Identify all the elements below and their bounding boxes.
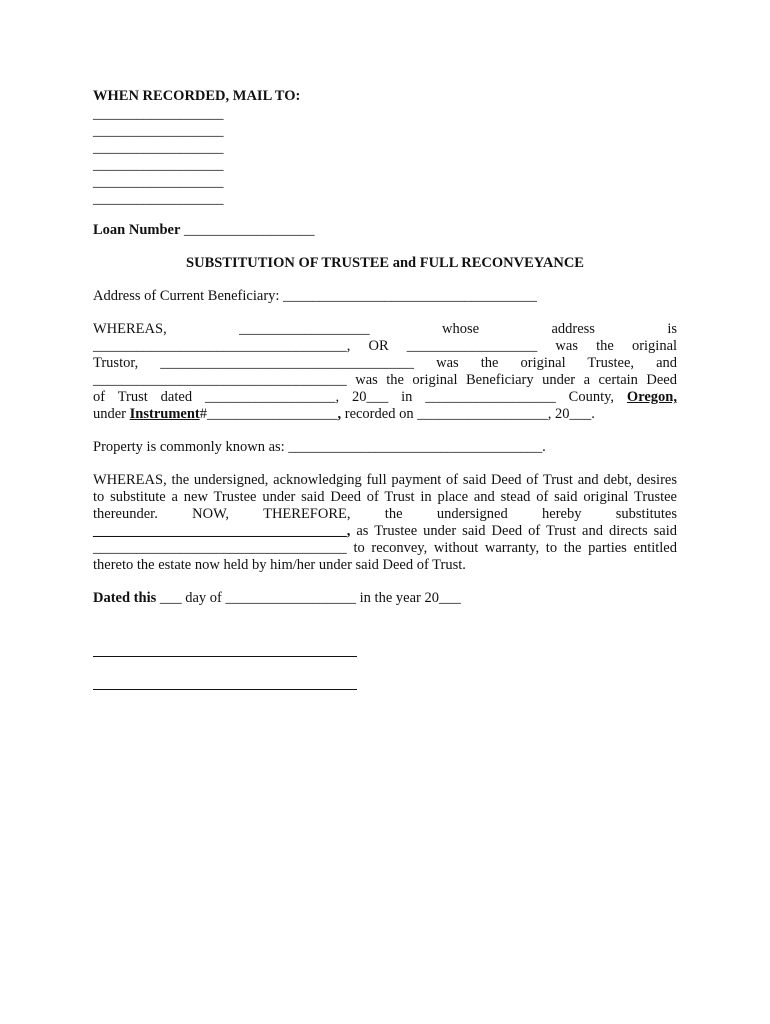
property-row	[93, 439, 677, 456]
state-name: Oregon,	[626, 389, 677, 405]
document-title: SUBSTITUTION OF TRUSTEE and FULL RECONVEYANCE	[186, 255, 584, 271]
whereas-paragraph-2	[93, 472, 677, 574]
whereas1-line-1	[93, 321, 677, 338]
text: Trustee,	[587, 355, 635, 371]
loan-number-field[interactable]: __________________	[184, 222, 315, 238]
text: is	[667, 321, 678, 337]
deed-date-county-text[interactable]: of Trust dated __________________, 20___ in __________________ County,	[93, 389, 615, 405]
whereas1-line-2	[93, 338, 677, 355]
whereas1-line-4[interactable]: ___________________________________ was the original Beneficiary under a certain Deed	[93, 372, 677, 388]
text: whose	[442, 321, 480, 337]
text: address	[551, 321, 595, 337]
whereas-word: WHEREAS,	[93, 321, 167, 337]
whereas-paragraph-1	[93, 321, 677, 423]
address-field[interactable]: ___________________________________,	[93, 338, 351, 354]
address-line[interactable]: __________________	[93, 157, 224, 173]
text: was	[436, 355, 459, 371]
loan-number-label: Loan Number	[93, 222, 181, 238]
loan-number-row	[93, 222, 677, 239]
address-line[interactable]: __________________	[93, 140, 224, 156]
text: Trustor,	[93, 355, 139, 371]
address-line[interactable]: __________________	[93, 106, 224, 122]
mail-to-heading: WHEN RECORDED, MAIL TO:	[93, 88, 301, 104]
text: the	[596, 338, 614, 354]
paragraph-text: WHEREAS, the undersigned, acknowledging full payment of said Deed of Trust and debt, desires to substitute a new Trustee under said Deed of Trust in place and stead of said original Trustee thereunder. NOW, THEREFORE, the undersigned hereby substitutes	[93, 472, 677, 522]
document-body	[93, 86, 677, 607]
whereas1-line-6	[93, 406, 677, 423]
whereas1-line-3	[93, 355, 677, 372]
address-line[interactable]: __________________	[93, 191, 224, 207]
dated-fields[interactable]: ___ day of __________________ in the year 20___	[159, 590, 461, 606]
signature-name-line[interactable]	[93, 689, 357, 690]
property-field[interactable]: ___________________________________.	[288, 439, 546, 455]
instrument-label: Instrument	[129, 406, 200, 422]
text: original	[520, 355, 566, 371]
beneficiary-field[interactable]: ___________________________________	[283, 288, 537, 304]
state-abbrev: OR	[368, 338, 389, 354]
text: under	[93, 406, 127, 422]
whereas1-line-5	[93, 389, 677, 406]
text: and	[656, 355, 678, 371]
address-line[interactable]: __________________	[93, 174, 224, 190]
paragraph-text: as Trustee under said Deed of Trust and directs said ___________________________________ to reconvey, without warranty, to the parties entitled thereto the estate now held by him/her under said Deed of Trust.	[93, 523, 677, 573]
text: was	[555, 338, 578, 354]
text: the	[480, 355, 499, 371]
mail-to-address-lines	[93, 106, 677, 208]
signature-line[interactable]	[93, 656, 357, 657]
beneficiary-row	[93, 288, 677, 305]
beneficiary-label: Address of Current Beneficiary:	[93, 288, 280, 304]
property-label: Property is commonly known as:	[93, 439, 285, 455]
zip-field[interactable]: __________________	[406, 338, 538, 354]
recorded-on-field[interactable]: recorded on __________________, 20___.	[344, 406, 595, 422]
comma: ,	[337, 406, 342, 422]
new-trustee-field[interactable]: ___________________________________,	[93, 523, 351, 539]
dated-label: Dated this	[93, 590, 157, 606]
address-line[interactable]: __________________	[93, 123, 224, 139]
text: original	[631, 338, 678, 354]
instrument-number-field[interactable]: #__________________	[199, 406, 338, 422]
owner-field[interactable]: __________________	[239, 321, 370, 337]
trustee-field[interactable]: ___________________________________	[160, 355, 415, 371]
dated-row	[93, 590, 677, 607]
